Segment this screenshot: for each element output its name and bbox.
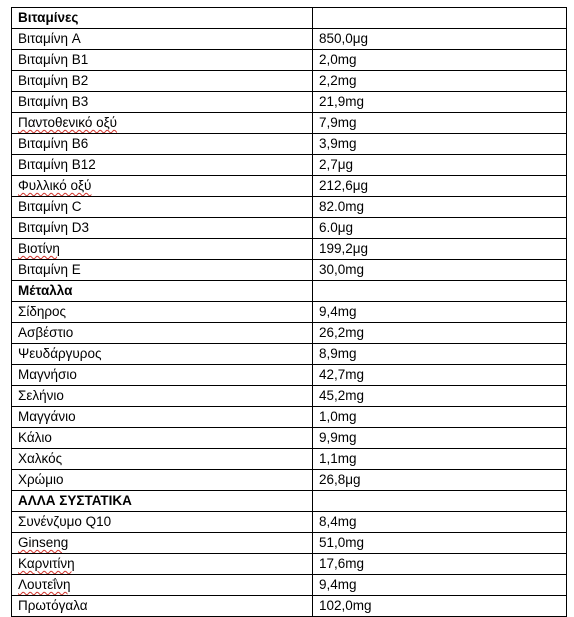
section-header-row bbox=[12, 281, 567, 302]
nutrient-amount: 2,0mg bbox=[319, 52, 357, 67]
nutrient-amount-cell bbox=[313, 344, 567, 365]
nutrient-amount: 26,8μg bbox=[319, 472, 361, 487]
nutrient-name-cell bbox=[12, 29, 313, 50]
nutrient-amount: 8,4mg bbox=[319, 514, 357, 529]
table-row bbox=[12, 365, 567, 386]
table-row bbox=[12, 533, 567, 554]
table-row bbox=[12, 512, 567, 533]
nutrient-amount: 9,9mg bbox=[319, 430, 357, 445]
table-row bbox=[12, 134, 567, 155]
nutrient-name: Βιταμίνη B3 bbox=[18, 94, 89, 109]
nutrient-amount-cell bbox=[313, 386, 567, 407]
nutrient-name: Σίδηρος bbox=[18, 304, 67, 319]
nutrient-amount-cell bbox=[313, 323, 567, 344]
nutrient-name: Βιοτίνη bbox=[18, 241, 60, 256]
nutrient-name-cell bbox=[12, 155, 313, 176]
table-row bbox=[12, 113, 567, 134]
section-header-row bbox=[12, 491, 567, 512]
nutrient-name: Λουτεΐνη bbox=[18, 577, 71, 592]
nutrient-name: Ψευδάργυρος bbox=[18, 346, 102, 361]
table-row bbox=[12, 155, 567, 176]
nutrient-name-cell bbox=[12, 596, 313, 617]
nutrient-name-cell bbox=[12, 386, 313, 407]
nutrient-table bbox=[11, 7, 567, 617]
section-title-text: Βιταμίνες bbox=[18, 10, 79, 25]
nutrient-name-cell bbox=[12, 176, 313, 197]
table-row bbox=[12, 554, 567, 575]
nutrient-name-cell bbox=[12, 575, 313, 596]
nutrient-name: Βιταμίνη B12 bbox=[18, 157, 96, 172]
section-title bbox=[12, 8, 313, 29]
nutrient-amount-cell bbox=[313, 29, 567, 50]
table-row bbox=[12, 386, 567, 407]
table-row bbox=[12, 260, 567, 281]
nutrient-name: Συνένζυμο Q10 bbox=[18, 514, 112, 529]
table-row bbox=[12, 302, 567, 323]
nutrient-amount-cell bbox=[313, 575, 567, 596]
nutrient-name-cell bbox=[12, 554, 313, 575]
nutrient-amount-cell bbox=[313, 260, 567, 281]
nutrient-amount-cell bbox=[313, 239, 567, 260]
nutrient-name-cell bbox=[12, 344, 313, 365]
table-row bbox=[12, 239, 567, 260]
table-row bbox=[12, 575, 567, 596]
nutrient-name: Χρώμιο bbox=[18, 472, 64, 487]
nutrient-amount-cell bbox=[313, 449, 567, 470]
nutrient-amount: 6.0μg bbox=[319, 220, 354, 235]
table-row bbox=[12, 344, 567, 365]
nutrient-amount-cell bbox=[313, 596, 567, 617]
nutrient-amount: 9,4mg bbox=[319, 577, 357, 592]
nutrient-name-cell bbox=[12, 239, 313, 260]
nutrient-name: Πρωτόγαλα bbox=[18, 598, 88, 613]
section-title bbox=[12, 281, 313, 302]
nutrient-name-cell bbox=[12, 449, 313, 470]
nutrient-amount: 26,2mg bbox=[319, 325, 365, 340]
nutrient-amount-cell bbox=[313, 428, 567, 449]
nutrient-amount: 1,1mg bbox=[319, 451, 357, 466]
nutrient-amount-cell bbox=[313, 176, 567, 197]
table-row bbox=[12, 407, 567, 428]
nutrient-amount-cell bbox=[313, 92, 567, 113]
table-row bbox=[12, 428, 567, 449]
nutrient-amount-cell bbox=[313, 197, 567, 218]
nutrient-name-cell bbox=[12, 428, 313, 449]
nutrient-amount: 42,7mg bbox=[319, 367, 365, 382]
nutrient-name: Μαγγάνιο bbox=[18, 409, 76, 424]
nutrient-name-cell bbox=[12, 134, 313, 155]
nutrient-name-cell bbox=[12, 197, 313, 218]
nutrient-amount: 30,0mg bbox=[319, 262, 365, 277]
nutrient-amount: 199,2μg bbox=[319, 241, 369, 256]
nutrient-amount: 82.0mg bbox=[319, 199, 365, 214]
nutrient-amount-cell bbox=[313, 407, 567, 428]
nutrient-name: Ασβέστιο bbox=[18, 325, 74, 340]
nutrient-amount-cell bbox=[313, 365, 567, 386]
table-row bbox=[12, 50, 567, 71]
nutrient-name-cell bbox=[12, 302, 313, 323]
nutrient-amount: 850,0μg bbox=[319, 31, 369, 46]
nutrient-amount-cell bbox=[313, 218, 567, 239]
nutrient-amount-cell bbox=[313, 554, 567, 575]
table-row bbox=[12, 218, 567, 239]
nutrient-name-cell bbox=[12, 512, 313, 533]
nutrient-amount: 51,0mg bbox=[319, 535, 365, 550]
nutrient-amount-cell bbox=[313, 533, 567, 554]
nutrient-name: Βιταμίνη D3 bbox=[18, 220, 89, 235]
table-row bbox=[12, 596, 567, 617]
section-header-row bbox=[12, 8, 567, 29]
table-row bbox=[12, 449, 567, 470]
nutrient-name: Ginseng bbox=[18, 535, 69, 550]
nutrient-amount-cell bbox=[313, 281, 567, 302]
nutrient-name: Βιταμίνη B2 bbox=[18, 73, 89, 88]
nutrient-amount: 9,4mg bbox=[319, 304, 357, 319]
nutrient-amount: 2,2mg bbox=[319, 73, 357, 88]
nutrient-name: Κάλιο bbox=[18, 430, 52, 445]
nutrient-amount: 8,9mg bbox=[319, 346, 357, 361]
nutrient-name-cell bbox=[12, 113, 313, 134]
table-row bbox=[12, 71, 567, 92]
nutrient-table-body bbox=[12, 8, 567, 617]
nutrient-amount: 7,9mg bbox=[319, 115, 357, 130]
nutrient-amount-cell bbox=[313, 8, 567, 29]
section-title-text: ΑΛΛΑ ΣΥΣΤΑΤΙΚΑ bbox=[18, 493, 132, 508]
nutrient-name-cell bbox=[12, 71, 313, 92]
nutrient-amount: 102,0mg bbox=[319, 598, 372, 613]
table-row bbox=[12, 176, 567, 197]
nutrient-name: Βιταμίνη B1 bbox=[18, 52, 89, 67]
nutrient-amount-cell bbox=[313, 155, 567, 176]
nutrient-amount-cell bbox=[313, 134, 567, 155]
table-row bbox=[12, 323, 567, 344]
nutrient-name: Βιταμίνη B6 bbox=[18, 136, 89, 151]
table-row bbox=[12, 197, 567, 218]
nutrient-name: Καρνιτίνη bbox=[18, 556, 75, 571]
nutrient-amount: 1,0mg bbox=[319, 409, 357, 424]
nutrient-amount: 3,9mg bbox=[319, 136, 357, 151]
section-title bbox=[12, 491, 313, 512]
nutrient-name: Μαγνήσιο bbox=[18, 367, 77, 382]
nutrient-name-cell bbox=[12, 407, 313, 428]
nutrient-amount: 17,6mg bbox=[319, 556, 365, 571]
nutrient-name: Φυλλικό οξύ bbox=[18, 178, 92, 193]
table-row bbox=[12, 92, 567, 113]
nutrient-amount: 45,2mg bbox=[319, 388, 365, 403]
nutrient-name: Βιταμίνη A bbox=[18, 31, 81, 46]
nutrient-amount: 212,6μg bbox=[319, 178, 369, 193]
nutrient-name: Παντοθενικό οξύ bbox=[18, 115, 118, 130]
nutrient-amount: 2,7μg bbox=[319, 157, 354, 172]
nutrient-name-cell bbox=[12, 323, 313, 344]
nutrient-name: Βιταμίνη C bbox=[18, 199, 82, 214]
nutrient-name: Σελήνιο bbox=[18, 388, 64, 403]
nutrient-amount-cell bbox=[313, 71, 567, 92]
nutrient-amount-cell bbox=[313, 512, 567, 533]
nutrient-amount-cell bbox=[313, 50, 567, 71]
nutrient-name-cell bbox=[12, 218, 313, 239]
nutrient-name-cell bbox=[12, 92, 313, 113]
nutrient-name: Βιταμίνη E bbox=[18, 262, 81, 277]
nutrient-name-cell bbox=[12, 470, 313, 491]
nutrient-name-cell bbox=[12, 260, 313, 281]
table-row bbox=[12, 470, 567, 491]
nutrient-name-cell bbox=[12, 50, 313, 71]
table-row bbox=[12, 29, 567, 50]
nutrient-amount-cell bbox=[313, 470, 567, 491]
nutrient-name-cell bbox=[12, 533, 313, 554]
nutrient-amount-cell bbox=[313, 491, 567, 512]
section-title-text: Μέταλλα bbox=[18, 283, 73, 298]
nutrient-amount-cell bbox=[313, 113, 567, 134]
nutrient-name-cell bbox=[12, 365, 313, 386]
nutrient-name: Χαλκός bbox=[18, 451, 63, 466]
nutrient-amount-cell bbox=[313, 302, 567, 323]
nutrient-amount: 21,9mg bbox=[319, 94, 365, 109]
